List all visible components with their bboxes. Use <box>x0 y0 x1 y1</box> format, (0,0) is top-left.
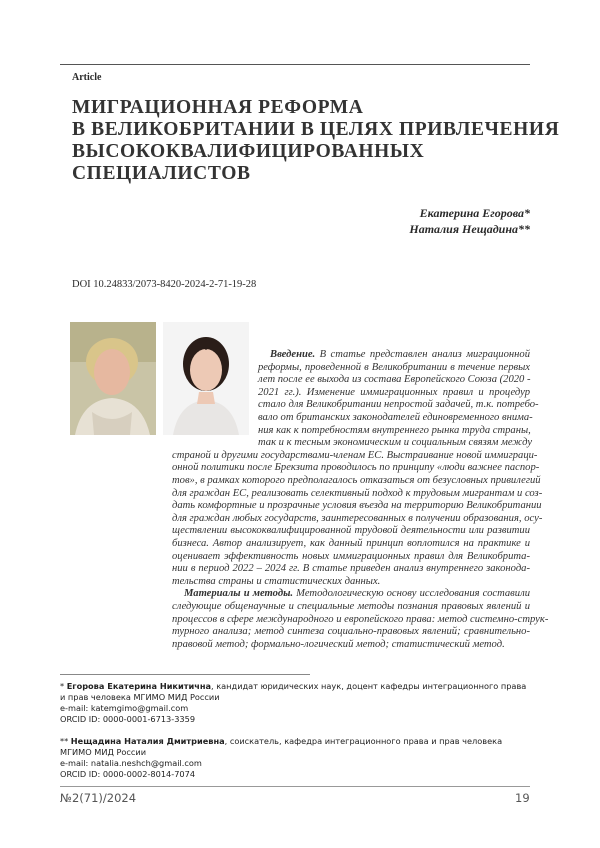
footnote-2 <box>60 736 530 758</box>
author-1: Екатерина Егорова* <box>420 206 530 221</box>
methods-heading: Материалы и методы. <box>184 588 293 599</box>
abstract-line: так и к тесным экономическим и социальным связям между <box>258 437 530 450</box>
abstract-line: тельства страны и статистических данных. <box>172 576 530 589</box>
abstract-line: правовой метод; формально-логический метод; статистический метод. <box>172 639 530 652</box>
author-orcid: ORCID ID: 0000-0002-8014-7074 <box>60 769 530 780</box>
author-orcid: ORCID ID: 0000-0001-6713-3359 <box>60 714 530 725</box>
abstract-line: следующие общенаучные и специальные методы познания правовых явлений и <box>172 601 530 614</box>
abstract-line: турного анализа; метод синтеза социально-правовых явлений; сравнительно- <box>172 626 530 639</box>
author-email: e-mail: natalia.neshch@gmail.com <box>60 758 530 769</box>
abstract-line <box>270 349 530 362</box>
footnote-mark: ** <box>60 736 71 746</box>
abstract-line: для граждан любых государств, заинтересованных в получении образования, осу- <box>172 513 530 526</box>
footnotes <box>60 681 530 780</box>
author-photo-2 <box>163 322 249 435</box>
abstract-line: вало от британских законодателей единовременного внима- <box>258 412 530 425</box>
doi: DOI 10.24833/2073-8420-2024-2-71-19-28 <box>72 279 256 290</box>
abstract-line: нии в период 2022 – 2024 гг. В статье приведен анализ внутреннего законода- <box>172 563 530 576</box>
author-name: Нещадина Наталия Дмитриевна <box>71 736 225 746</box>
footnote-1 <box>60 681 530 703</box>
abstract-line: 2021 гг.). Изменение иммиграционных правил и процедур <box>258 387 530 400</box>
abstract-line: бизнеса. Автор анализирует, как данный принцип воплотился на практике и <box>172 538 530 551</box>
author-name: Егорова Екатерина Никитична <box>67 681 211 691</box>
abstract-text: Методологическую основу исследования составили <box>293 588 530 599</box>
abstract-line <box>184 588 530 601</box>
abstract-line: ществлении высококвалифицированной трудовой деятельности или развитии <box>172 525 530 538</box>
footnote-rule <box>60 674 310 675</box>
author-description: , соискатель, кафедра интеграционного права и прав человека МГИМО МИД России <box>60 736 502 757</box>
abstract-line: тов», в рамках которого предполагалось отказаться от безусловных привилегий <box>172 475 530 488</box>
abstract-line: оценивает эффективность новых иммиграционных правил для Великобрита- <box>172 551 530 564</box>
abstract-line: процессов в сфере международного и европейского права: метод системно-струк- <box>172 614 530 627</box>
footnote-mark: * <box>60 681 67 691</box>
abstract-line: ния как к потребностям внутреннего рынка труда страны, <box>258 425 530 438</box>
author-email: e-mail: katemgimo@gmail.com <box>60 703 530 714</box>
abstract-line: страной и другими государствами-членам ЕС. Выстраивание новой иммиграци- <box>172 450 530 463</box>
article-label: Article <box>72 72 101 83</box>
footer-rule <box>60 786 530 787</box>
abstract-line: стало для Великобритании непростой задачей, т.к. потребо- <box>258 399 530 412</box>
abstract-line: реформы, проведенной в Великобритании в течение первых <box>258 362 530 375</box>
author-description: , кандидат юридических наук, доцент кафедры интеграционного права и прав человека МГИМО МИД России <box>60 681 526 702</box>
title-line: В ВЕЛИКОБРИТАНИИ В ЦЕЛЯХ ПРИВЛЕЧЕНИЯ <box>72 119 542 141</box>
abstract-line: онной политики после Брекзита проводилось по принципу «люди важнее паспор- <box>172 462 530 475</box>
abstract-text: В статье представлен анализ миграционной <box>315 349 530 360</box>
abstract-line: для граждан ЕС, реализовать селективный подход к трудовым мигрантам и соз- <box>172 488 530 501</box>
abstract-line: лет после ее выхода из состава Европейского Союза (2020 - <box>258 374 530 387</box>
intro-heading: Введение. <box>270 349 315 360</box>
author-2: Наталия Нещадина** <box>409 222 530 237</box>
title-line: ВЫСОКОКВАЛИФИЦИРОВАННЫХ <box>72 141 542 163</box>
title-line: СПЕЦИАЛИСТОВ <box>72 163 542 185</box>
title-line: МИГРАЦИОННАЯ РЕФОРМА <box>72 97 542 119</box>
issue-number: №2(71)/2024 <box>60 791 136 805</box>
abstract-line: дать комфортные и прозрачные условия въезда на территорию Великобритании <box>172 500 530 513</box>
author-photo-1 <box>70 322 156 435</box>
article-title <box>72 97 542 185</box>
page-number: 19 <box>515 791 530 805</box>
top-rule <box>60 64 530 65</box>
